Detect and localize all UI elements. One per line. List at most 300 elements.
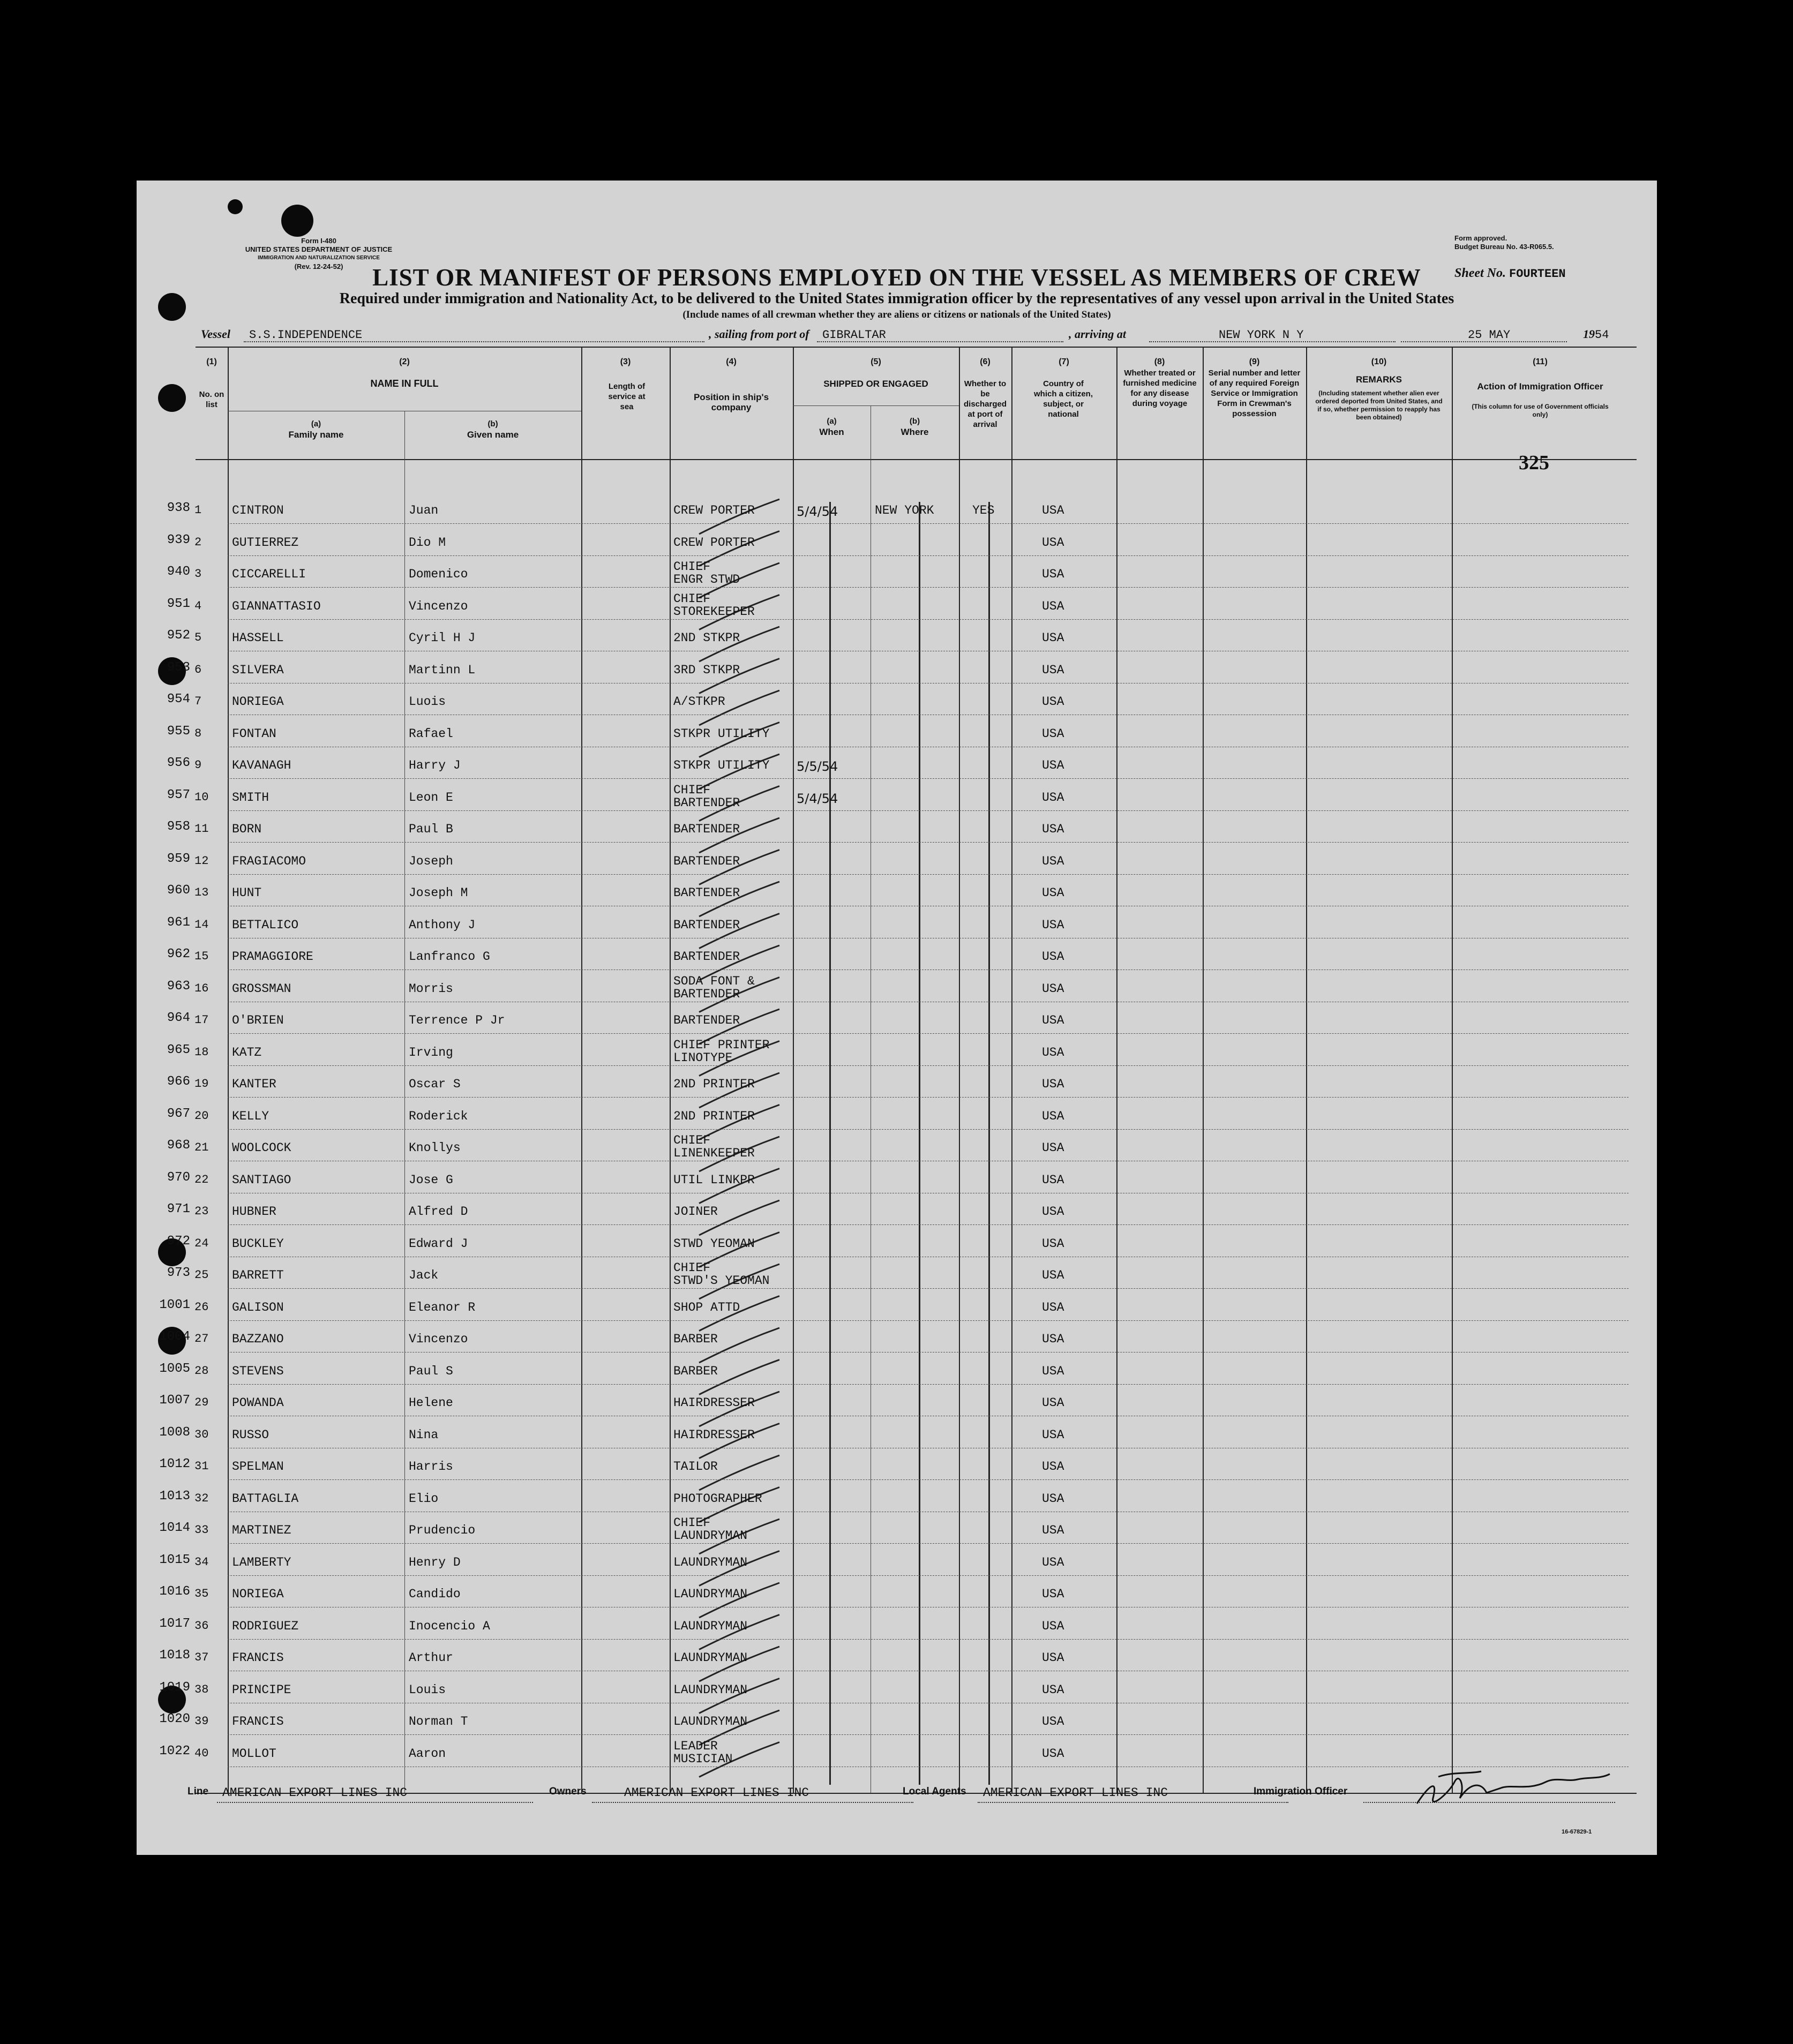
- position-cell: SODA FONT &: [673, 974, 755, 988]
- list-number-cell: 1014: [159, 1521, 190, 1535]
- country-cell: USA: [1042, 822, 1064, 836]
- col3-header: Length of service at sea: [608, 382, 646, 411]
- row-number-cell: 24: [194, 1236, 209, 1250]
- row-number-cell: 23: [194, 1205, 209, 1218]
- position-cell: LAUNDRYMAN: [673, 1682, 748, 1697]
- row-number-cell: 26: [194, 1300, 209, 1314]
- list-number-cell: 1008: [159, 1425, 190, 1440]
- family-name-cell: KAVANAGH: [232, 758, 291, 772]
- country-cell: USA: [1042, 1715, 1064, 1729]
- position-cell: BARTENDER: [673, 1013, 740, 1027]
- include-notice: (Include names of all crewman whether they are aliens or citizens or nationals of the United States): [682, 309, 1111, 320]
- position-cell-line2: BARTENDER: [673, 987, 740, 1001]
- list-number-cell: 966: [167, 1074, 190, 1089]
- list-number-cell: 939: [167, 532, 190, 547]
- given-name-cell: Paul S: [409, 1364, 453, 1378]
- list-number-cell: 1001: [159, 1297, 190, 1312]
- given-name-cell: Norman T: [409, 1715, 468, 1729]
- position-cell: BARTENDER: [673, 886, 740, 900]
- position-cell: STKPR UTILITY: [673, 726, 770, 741]
- family-name-cell: GIANNATTASIO: [232, 599, 321, 613]
- col8-number: (8): [1154, 357, 1165, 366]
- position-cell: CHIEF: [673, 1516, 711, 1530]
- col5-number: (5): [871, 357, 881, 366]
- position-cell: TAILOR: [673, 1460, 718, 1474]
- position-cell: SHOP ATTD: [673, 1300, 740, 1314]
- footer-line-label: Line: [187, 1786, 209, 1797]
- family-name-cell: GUTIERREZ: [232, 535, 299, 550]
- family-name-cell: BAZZANO: [232, 1332, 284, 1346]
- given-name-cell: Inocencio A: [409, 1619, 490, 1633]
- family-name-cell: FRANCIS: [232, 1651, 284, 1665]
- given-name-cell: Domenico: [409, 567, 468, 581]
- family-name-cell: SANTIAGO: [232, 1173, 291, 1187]
- port-label: , sailing from port of: [709, 327, 809, 341]
- list-number-cell: 1007: [159, 1393, 190, 1408]
- given-name-cell: Rafael: [409, 726, 453, 741]
- country-cell: USA: [1042, 1460, 1064, 1474]
- arriving-port: NEW YORK N Y: [1219, 328, 1304, 342]
- list-number-cell: 973: [167, 1266, 190, 1280]
- form-id-block: Form I-480 UNITED STATES DEPARTMENT OF JUSTICE IMMIGRATION AND NATURALIZATION SERVICE (Rev. 12-24-52): [245, 237, 393, 270]
- family-name-cell: GROSSMAN: [232, 981, 291, 996]
- country-cell: USA: [1042, 1141, 1064, 1155]
- list-number-cell: 1004: [159, 1329, 190, 1344]
- given-name-cell: Terrence P Jr: [409, 1013, 505, 1027]
- given-name-cell: Jose G: [409, 1173, 453, 1187]
- given-name-cell: Knollys: [409, 1141, 461, 1155]
- row-number-cell: 10: [194, 790, 209, 804]
- col9-header: Serial number and letter of any required Foreign Service or Immigration Form in Crewman's possession: [1208, 369, 1301, 418]
- position-cell: UTIL LINKPR: [673, 1173, 755, 1187]
- given-name-cell: Jack: [409, 1268, 439, 1282]
- col4-number: (4): [726, 357, 737, 366]
- col2a-letter: (a): [311, 419, 321, 429]
- country-cell: USA: [1042, 918, 1064, 932]
- col4-header: Position in ship's company: [693, 392, 769, 412]
- list-number-cell: 1022: [159, 1744, 190, 1759]
- position-cell: CREW PORTER: [673, 504, 755, 517]
- row-number-cell: 1: [194, 504, 202, 517]
- position-cell-line2: STOREKEEPER: [673, 604, 755, 619]
- sailing-port: GIBRALTAR: [822, 328, 886, 342]
- list-number-cell: 951: [167, 596, 190, 611]
- row-number-cell: 13: [194, 886, 209, 899]
- row-number-cell: 9: [194, 758, 202, 772]
- family-name-cell: HASSELL: [232, 631, 284, 645]
- family-name-cell: PRAMAGGIORE: [232, 950, 313, 964]
- list-number-cell: 938: [167, 501, 190, 515]
- col7-header: Country of which a citizen, subject, or national: [1033, 379, 1093, 419]
- position-cell: 2ND PRINTER: [673, 1077, 755, 1091]
- list-number-cell: 958: [167, 820, 190, 834]
- footer-agents: AMERICAN EXPORT LINES INC: [983, 1786, 1168, 1800]
- col2a-header: Family name: [288, 430, 344, 440]
- row-number-cell: 35: [194, 1587, 209, 1600]
- position-cell: CHIEF PRINTER: [673, 1038, 770, 1052]
- position-cell: LAUNDRYMAN: [673, 1587, 748, 1601]
- position-cell: HAIRDRESSER: [673, 1396, 755, 1410]
- shipped-when-cell: 5/4/54: [797, 504, 838, 519]
- position-cell: LEADER: [673, 1739, 718, 1753]
- position-cell: A/STKPR: [673, 695, 725, 709]
- given-name-cell: Harris: [409, 1460, 453, 1474]
- family-name-cell: FONTAN: [232, 726, 276, 741]
- family-name-cell: SPELMAN: [232, 1460, 284, 1474]
- given-name-cell: Henry D: [409, 1555, 461, 1569]
- given-name-cell: Eleanor R: [409, 1300, 476, 1314]
- col9-number: (9): [1249, 357, 1260, 366]
- family-name-cell: SMITH: [232, 790, 269, 805]
- print-code: 16-67829-1: [1562, 1829, 1592, 1835]
- row-number-cell: 18: [194, 1045, 209, 1059]
- family-name-cell: BARRETT: [232, 1268, 284, 1282]
- arriving-label: , arriving at: [1069, 327, 1126, 341]
- given-name-cell: Anthony J: [409, 918, 476, 932]
- family-name-cell: KELLY: [232, 1109, 269, 1123]
- given-name-cell: Oscar S: [409, 1077, 461, 1091]
- country-cell: USA: [1042, 1205, 1064, 1219]
- given-name-cell: Dio M: [409, 535, 446, 550]
- stamp-number: 325: [1519, 452, 1549, 474]
- given-name-cell: Lanfranco G: [409, 950, 490, 964]
- position-cell-line2: STWD'S YEOMAN: [673, 1274, 770, 1288]
- arrival-date: 25 MAY: [1468, 328, 1511, 342]
- row-number-cell: 39: [194, 1715, 209, 1728]
- col2-header: NAME IN FULL: [370, 378, 439, 389]
- approval-block: Form approved. Budget Bureau No. 43-R065.5.: [1454, 234, 1554, 251]
- country-cell: USA: [1042, 567, 1064, 581]
- row-number-cell: 7: [194, 695, 202, 708]
- ink-blot: [228, 199, 243, 214]
- given-name-cell: Joseph: [409, 854, 453, 868]
- given-name-cell: Elio: [409, 1491, 439, 1506]
- row-number-cell: 36: [194, 1619, 209, 1633]
- family-name-cell: LAMBERTY: [232, 1555, 291, 1569]
- row-number-cell: 20: [194, 1109, 209, 1123]
- family-name-cell: WOOLCOCK: [232, 1141, 291, 1155]
- position-cell: STWD YEOMAN: [673, 1236, 755, 1251]
- list-number-cell: 1012: [159, 1457, 190, 1471]
- row-number-cell: 37: [194, 1651, 209, 1664]
- given-name-cell: Cyril H J: [409, 631, 476, 645]
- position-cell: CHIEF: [673, 560, 711, 574]
- country-cell: USA: [1042, 950, 1064, 964]
- country-cell: USA: [1042, 1682, 1064, 1697]
- family-name-cell: HUNT: [232, 886, 262, 900]
- footer-agents-label: Local Agents: [903, 1786, 966, 1797]
- shipped-where-cell: NEW YORK: [875, 504, 934, 517]
- row-number-cell: 6: [194, 663, 202, 677]
- row-number-cell: 17: [194, 1013, 209, 1027]
- row-number-cell: 3: [194, 567, 202, 581]
- position-cell: CREW PORTER: [673, 535, 755, 550]
- family-name-cell: STEVENS: [232, 1364, 284, 1378]
- family-name-cell: POWANDA: [232, 1396, 284, 1410]
- list-number-cell: 1019: [159, 1680, 190, 1695]
- row-number-cell: 40: [194, 1746, 209, 1760]
- position-cell-line2: LINOTYPE: [673, 1050, 733, 1065]
- row-number-cell: 15: [194, 950, 209, 963]
- country-cell: USA: [1042, 854, 1064, 868]
- row-number-cell: 27: [194, 1332, 209, 1346]
- family-name-cell: KANTER: [232, 1077, 276, 1091]
- list-number-cell: 960: [167, 883, 190, 898]
- given-name-cell: Alfred D: [409, 1205, 468, 1219]
- country-cell: USA: [1042, 1236, 1064, 1251]
- footer-owners-label: Owners: [549, 1786, 587, 1797]
- given-name-cell: Roderick: [409, 1109, 468, 1123]
- list-number-cell: 1005: [159, 1361, 190, 1376]
- required-notice: Required under immigration and Nationality Act, to be delivered to the United States immigration officer by the representatives of any vessel upon arrival in the United States: [339, 290, 1454, 307]
- country-cell: USA: [1042, 1300, 1064, 1314]
- list-number-cell: 956: [167, 756, 190, 770]
- list-number-cell: 1013: [159, 1489, 190, 1504]
- position-cell: LAUNDRYMAN: [673, 1651, 748, 1665]
- list-number-cell: 1015: [159, 1552, 190, 1567]
- list-number-cell: 1018: [159, 1648, 190, 1663]
- position-cell: CHIEF: [673, 1261, 711, 1275]
- row-number-cell: 19: [194, 1077, 209, 1091]
- country-cell: USA: [1042, 1619, 1064, 1633]
- position-cell: CHIEF: [673, 783, 711, 797]
- position-cell: PHOTOGRAPHER: [673, 1491, 762, 1506]
- row-number-cell: 29: [194, 1396, 209, 1409]
- list-number-cell: 1016: [159, 1584, 190, 1599]
- position-cell: BARTENDER: [673, 822, 740, 836]
- list-number-cell: 1017: [159, 1616, 190, 1631]
- row-number-cell: 4: [194, 599, 202, 613]
- row-number-cell: 34: [194, 1555, 209, 1569]
- sheet-number: Sheet No. FOURTEEN: [1454, 266, 1566, 281]
- list-number-cell: 972: [167, 1234, 190, 1249]
- country-cell: USA: [1042, 631, 1064, 645]
- country-cell: USA: [1042, 758, 1064, 772]
- col6-header: Whether to be discharged at port of arrival: [963, 379, 1007, 429]
- country-cell: USA: [1042, 1332, 1064, 1346]
- row-number-cell: 32: [194, 1491, 209, 1505]
- col3-number: (3): [620, 357, 631, 366]
- row-number-cell: 8: [194, 726, 202, 740]
- country-cell: USA: [1042, 599, 1064, 613]
- shipped-when-cell: 5/4/54: [797, 791, 838, 806]
- col2-number: (2): [399, 357, 410, 366]
- given-name-cell: Vincenzo: [409, 1332, 468, 1346]
- country-cell: USA: [1042, 695, 1064, 709]
- position-cell-line2: ENGR STWD: [673, 573, 740, 587]
- country-cell: USA: [1042, 1396, 1064, 1410]
- list-number-cell: 954: [167, 692, 190, 707]
- col5b-letter: (b): [909, 417, 920, 426]
- given-name-cell: Aaron: [409, 1746, 446, 1761]
- family-name-cell: BETTALICO: [232, 918, 299, 932]
- country-cell: USA: [1042, 790, 1064, 805]
- country-cell: USA: [1042, 726, 1064, 741]
- col7-number: (7): [1059, 357, 1069, 366]
- position-cell: JOINER: [673, 1205, 718, 1219]
- family-name-cell: RUSSO: [232, 1427, 269, 1442]
- position-cell: LAUNDRYMAN: [673, 1555, 748, 1569]
- given-name-cell: Martinn L: [409, 663, 476, 677]
- row-number-cell: 12: [194, 854, 209, 868]
- position-cell-line2: LAUNDRYMAN: [673, 1529, 748, 1543]
- col10-number: (10): [1371, 357, 1387, 366]
- country-cell: USA: [1042, 1013, 1064, 1027]
- row-number-cell: 30: [194, 1427, 209, 1441]
- family-name-cell: BATTAGLIA: [232, 1491, 299, 1506]
- arrival-year: 1954: [1583, 327, 1609, 342]
- row-number-cell: 28: [194, 1364, 209, 1378]
- row-number-cell: 11: [194, 822, 209, 836]
- position-cell: LAUNDRYMAN: [673, 1715, 748, 1729]
- col5a-header: When: [819, 427, 844, 437]
- country-cell: USA: [1042, 1109, 1064, 1123]
- family-name-cell: NORIEGA: [232, 695, 284, 709]
- country-cell: USA: [1042, 663, 1064, 677]
- family-name-cell: MARTINEZ: [232, 1523, 291, 1537]
- family-name-cell: RODRIGUEZ: [232, 1619, 299, 1633]
- country-cell: USA: [1042, 1045, 1064, 1059]
- position-cell: BARBER: [673, 1332, 718, 1346]
- list-number-cell: 953: [167, 660, 190, 675]
- col10-header: REMARKS: [1356, 374, 1402, 385]
- row-number-cell: 33: [194, 1523, 209, 1537]
- given-name-cell: Prudencio: [409, 1523, 476, 1537]
- col5-header: SHIPPED OR ENGAGED: [823, 379, 928, 389]
- col1-number: (1): [206, 357, 217, 366]
- col5a-letter: (a): [827, 417, 837, 426]
- footer-line: AMERICAN EXPORT LINES INC: [222, 1786, 408, 1800]
- country-cell: USA: [1042, 1173, 1064, 1187]
- row-number-cell: 25: [194, 1268, 209, 1282]
- row-number-cell: 14: [194, 918, 209, 931]
- list-number-cell: 1020: [159, 1712, 190, 1726]
- list-number-cell: 957: [167, 787, 190, 802]
- country-cell: USA: [1042, 886, 1064, 900]
- position-cell-line2: MUSICIAN: [673, 1752, 733, 1766]
- footer-owners: AMERICAN EXPORT LINES INC: [624, 1786, 809, 1800]
- family-name-cell: GALISON: [232, 1300, 284, 1314]
- vessel-name: S.S.INDEPENDENCE: [249, 328, 363, 342]
- given-name-cell: Morris: [409, 981, 453, 996]
- row-number-cell: 16: [194, 981, 209, 995]
- family-name-cell: BUCKLEY: [232, 1236, 284, 1251]
- list-number-cell: 959: [167, 851, 190, 866]
- row-number-cell: 21: [194, 1141, 209, 1154]
- family-name-cell: FRANCIS: [232, 1715, 284, 1729]
- position-cell: BARTENDER: [673, 918, 740, 932]
- given-name-cell: Arthur: [409, 1651, 453, 1665]
- country-cell: USA: [1042, 1746, 1064, 1761]
- given-name-cell: Luois: [409, 695, 446, 709]
- position-cell: BARBER: [673, 1364, 718, 1378]
- col10-note: (Including statement whether alien ever ordered deported from United States, and if so, whether permission to reapply has been obtained): [1315, 389, 1443, 421]
- country-cell: USA: [1042, 981, 1064, 996]
- country-cell: USA: [1042, 1427, 1064, 1442]
- row-number-cell: 31: [194, 1460, 209, 1473]
- country-cell: USA: [1042, 1364, 1064, 1378]
- list-number-cell: 965: [167, 1042, 190, 1057]
- position-cell: 3RD STKPR: [673, 663, 740, 677]
- position-cell: STKPR UTILITY: [673, 758, 770, 772]
- given-name-cell: Joseph M: [409, 886, 468, 900]
- ink-blot: [281, 205, 313, 237]
- given-name-cell: Paul B: [409, 822, 453, 836]
- given-name-cell: Nina: [409, 1427, 439, 1442]
- manifest-sheet: [137, 181, 1657, 1855]
- family-name-cell: MOLLOT: [232, 1746, 276, 1761]
- country-cell: USA: [1042, 1555, 1064, 1569]
- family-name-cell: CINTRON: [232, 504, 284, 517]
- position-cell-line2: BARTENDER: [673, 795, 740, 810]
- country-cell: USA: [1042, 1523, 1064, 1537]
- col8-header: Whether treated or furnished medicine for any disease during voyage: [1123, 369, 1197, 408]
- list-number-cell: 967: [167, 1106, 190, 1121]
- row-number-cell: 2: [194, 535, 202, 549]
- row-number-cell: 5: [194, 631, 202, 644]
- country-cell: USA: [1042, 1077, 1064, 1091]
- position-cell: HAIRDRESSER: [673, 1427, 755, 1442]
- col1-header: No. on list: [199, 390, 224, 409]
- col6-number: (6): [980, 357, 991, 366]
- family-name-cell: NORIEGA: [232, 1587, 284, 1601]
- country-cell: USA: [1042, 1587, 1064, 1601]
- given-name-cell: Louis: [409, 1682, 446, 1697]
- family-name-cell: CICCARELLI: [232, 567, 306, 581]
- family-name-cell: KATZ: [232, 1045, 262, 1059]
- col5b-header: Where: [901, 427, 929, 437]
- country-cell: USA: [1042, 1491, 1064, 1506]
- shipped-when-cell: 5/5/54: [797, 759, 838, 774]
- country-cell: USA: [1042, 504, 1064, 517]
- officer-signature: [1406, 1766, 1621, 1814]
- position-cell-line2: LINENKEEPER: [673, 1146, 755, 1160]
- country-cell: USA: [1042, 1651, 1064, 1665]
- given-name-cell: Irving: [409, 1045, 453, 1059]
- row-number-cell: 38: [194, 1682, 209, 1696]
- position-cell: LAUNDRYMAN: [673, 1619, 748, 1633]
- vessel-label: Vessel: [201, 327, 230, 341]
- list-number-cell: 961: [167, 915, 190, 930]
- footer-officer-label: Immigration Officer: [1254, 1786, 1348, 1797]
- country-cell: USA: [1042, 535, 1064, 550]
- country-cell: USA: [1042, 1268, 1064, 1282]
- family-name-cell: HUBNER: [232, 1205, 276, 1219]
- given-name-cell: Juan: [409, 504, 439, 517]
- family-name-cell: O'BRIEN: [232, 1013, 284, 1027]
- given-name-cell: Harry J: [409, 758, 461, 772]
- list-number-cell: 968: [167, 1138, 190, 1153]
- family-name-cell: SILVERA: [232, 663, 284, 677]
- col11-note: (This column for use of Government officials only): [1472, 403, 1609, 418]
- family-name-cell: FRAGIACOMO: [232, 854, 306, 868]
- position-cell: CHIEF: [673, 591, 711, 606]
- position-cell: 2ND PRINTER: [673, 1109, 755, 1123]
- position-cell: CHIEF: [673, 1133, 711, 1147]
- list-number-cell: 955: [167, 724, 190, 739]
- discharged-cell: YES: [972, 504, 995, 517]
- col11-header: Action of Immigration Officer: [1477, 381, 1603, 392]
- given-name-cell: Edward J: [409, 1236, 468, 1251]
- col2b-letter: (b): [487, 419, 498, 429]
- given-name-cell: Candido: [409, 1587, 461, 1601]
- list-number-cell: 970: [167, 1170, 190, 1185]
- given-name-cell: Leon E: [409, 790, 453, 805]
- punch-hole: [158, 384, 186, 412]
- list-number-cell: 963: [167, 979, 190, 994]
- row-number-cell: 22: [194, 1173, 209, 1186]
- page-title: LIST OR MANIFEST OF PERSONS EMPLOYED ON THE VESSEL AS MEMBERS OF CREW: [372, 264, 1421, 291]
